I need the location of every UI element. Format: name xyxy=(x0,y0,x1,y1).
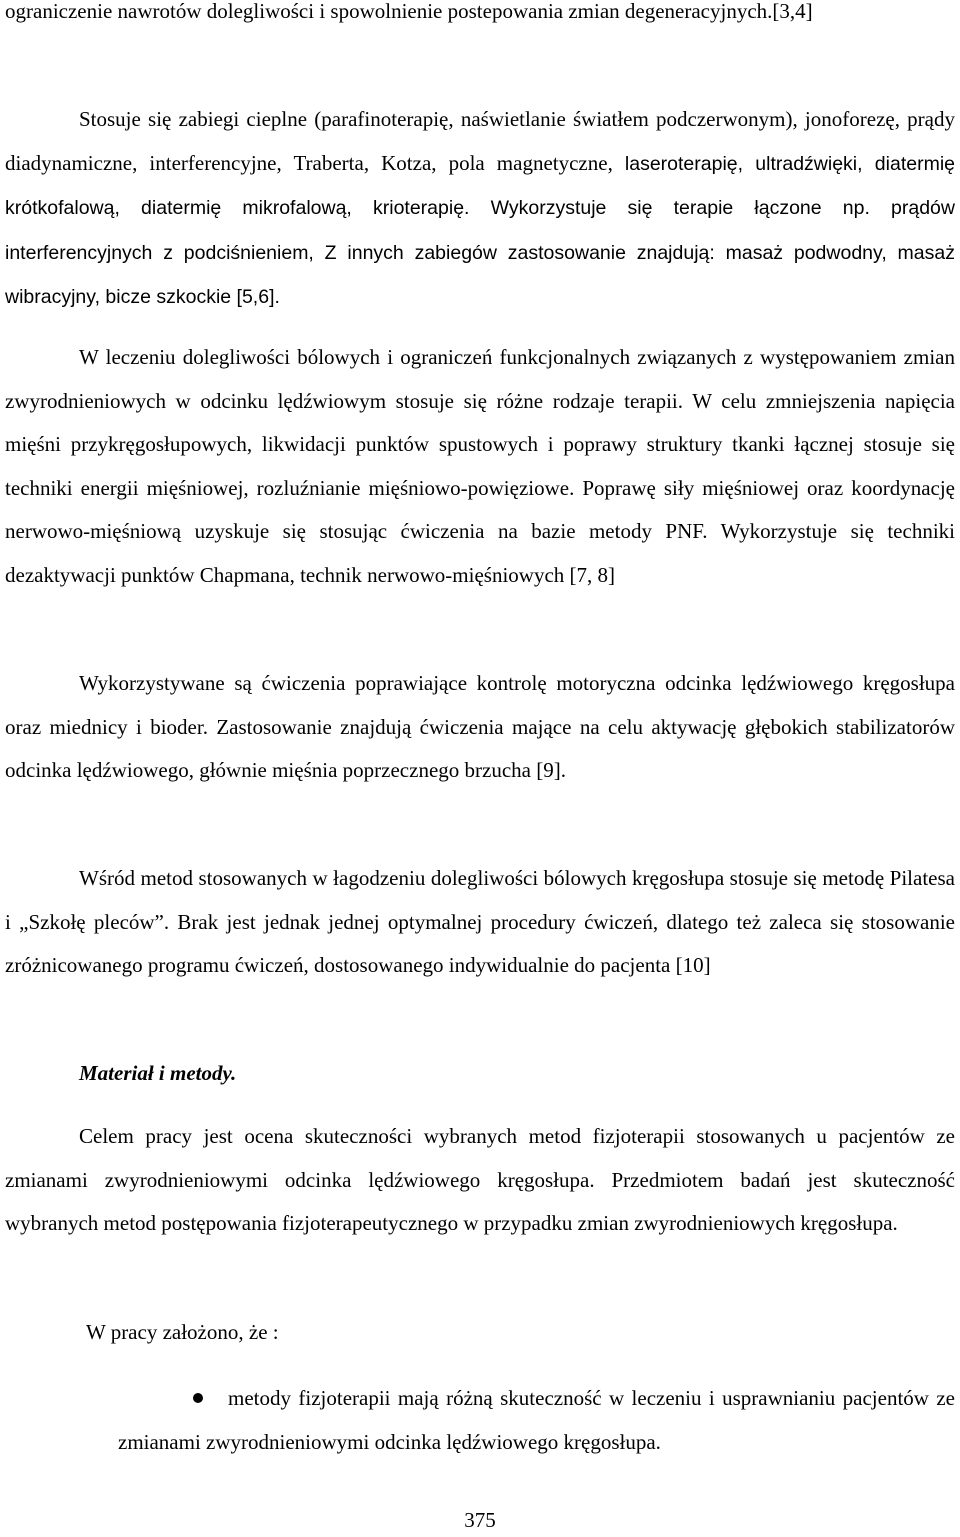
assumptions-intro: W pracy założono, że : xyxy=(86,1320,279,1344)
paragraph-thermal-sans-text: laseroterapię, ultradźwięki, diatermię krótkofalową, diatermię mikrofalową, krioterapię. Wykorzystuje się terapie łączone np. prądów interferencyjnych z podciśnieniem, Z innych zabiegów zastosowanie znajdują: masaż podwodny, masaż wibracyjny, bicze szkockie [5,6]. xyxy=(5,152,955,308)
paragraph-pain-treatment: W leczeniu dolegliwości bólowych i ograniczeń funkcjonalnych związanych z występowaniem zmian zwyrodnieniowych w odcinku lędźwiowym stosuje się różne rodzaje terapii. W celu zmniejszenia napięcia mięśni przykręgosłupowych, likwidacji punktów spustowych i poprawy struktury tkanki łącznej stosuje się techniki energii mięśniowej, rozluźnianie mięśniowo-powięziowe. Poprawę siły mięśniowej oraz koordynację nerwowo-mięśniową uzyskuje się stosując ćwiczenia na bazie metody PNF. Wykorzystuje się techniki dezaktywacji punktów Chapmana, technik nerwowo-mięśniowych [7, 8] xyxy=(5,345,955,587)
assumptions-list xyxy=(5,1377,955,1464)
section-heading: Materiał i metody. xyxy=(79,1061,237,1085)
paragraph-pilates: Wśród metod stosowanych w łagodzeniu dolegliwości bólowych kręgosłupa stosuje się metodę Pilatesa i „Szkołę pleców”. Brak jest jednak jednej optymalnej procedury ćwiczeń, dlatego też zaleca się stosowanie zróżnicowanego programu ćwiczeń, dostosowanego indywidualnie do pacjenta [10] xyxy=(5,866,955,977)
list-item-text: metody fizjoterapii mają różną skuteczność w leczeniu i usprawnianiu pacjentów ze zmianami zwyrodnieniowymi odcinka lędźwiowego kręgosłupa. xyxy=(118,1386,955,1454)
list-item xyxy=(5,1377,955,1464)
paragraph-thermal-treatments xyxy=(5,98,955,320)
paragraph-thermal-serif-text: Stosuje się zabiegi cieplne (parafinoterapię, naświetlanie światłem podczerwonym), jonoforezę, prądy diadynamiczne, interferencyjne, Traberta, Kotza, pola magnetyczne, xyxy=(5,107,955,175)
paragraph-aim: Celem pracy jest ocena skuteczności wybranych metod fizjoterapii stosowanych u pacjentów ze zmianami zwyrodnieniowymi odcinka lędźwiowego kręgosłupa. Przedmiotem badań jest skuteczność wybranych metod postępowania fizjoterapeutycznego w przypadku zmian zwyrodnieniowych kręgosłupa. xyxy=(5,1124,955,1235)
bullet-icon xyxy=(193,1393,203,1403)
page-number: 375 xyxy=(464,1508,496,1532)
paragraph-motor-control: Wykorzystywane są ćwiczenia poprawiające kontrolę motoryczna odcinka lędźwiowego kręgosłupa oraz miednicy i bioder. Zastosowanie znajdują ćwiczenia mające na celu aktywację głębokich stabilizatorów odcinka lędźwiowego, głównie mięśnia poprzecznego brzucha [9]. xyxy=(5,671,955,782)
paragraph-continuation: ograniczenie nawrotów dolegliwości i spowolnienie postepowania zmian degeneracyjnych.[3,4] xyxy=(5,0,813,23)
